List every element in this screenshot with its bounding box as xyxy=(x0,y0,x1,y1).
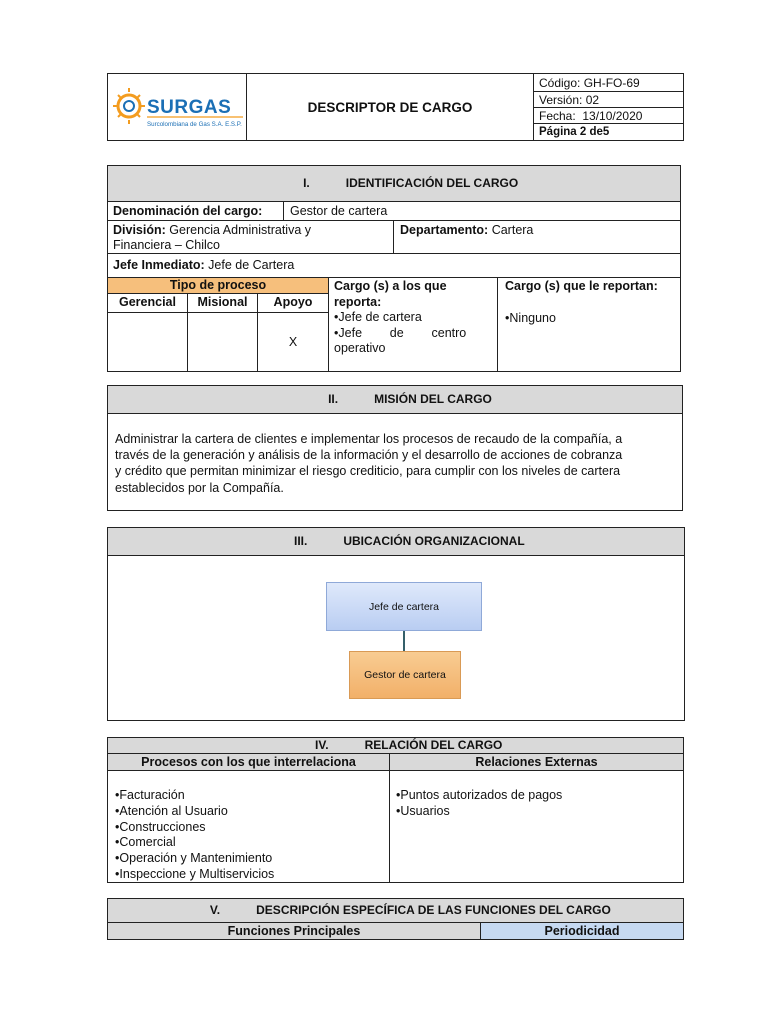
section-2-title: MISIÓN DEL CARGO xyxy=(374,392,492,406)
periodicidad-header: Periodicidad xyxy=(480,922,684,940)
reporta-list xyxy=(334,310,492,341)
section-5-number: V. xyxy=(209,903,221,917)
reportan-item: • Ninguno xyxy=(505,311,673,327)
date-cell xyxy=(533,107,684,124)
section-4-number: IV. xyxy=(315,738,329,752)
denominacion-row xyxy=(107,201,681,221)
document-version: Versión: 02 xyxy=(539,93,600,107)
logo-sun-icon xyxy=(118,95,140,117)
denominacion-label: Denominación del cargo: xyxy=(113,204,263,218)
section-2-title-bar xyxy=(107,385,683,414)
jefe-label: Jefe Inmediato: xyxy=(113,258,205,272)
reporta-title-line1: Cargo (s) a los que xyxy=(334,279,447,293)
section-3-title-bar xyxy=(107,527,685,556)
org-box-jefe xyxy=(326,582,482,631)
relacion-left-body xyxy=(107,770,390,883)
reportan-cell xyxy=(497,277,681,372)
reporta-item: • Jefe de cartera xyxy=(334,310,492,326)
section-1-number: I. xyxy=(303,176,310,190)
relacion-externa-item: • Puntos autorizados de pagos xyxy=(396,788,677,804)
denominacion-value: Gestor de cartera xyxy=(290,204,388,218)
reporta-item-cont: operativo xyxy=(334,341,386,355)
page-number: Página 2 de5 xyxy=(539,126,610,138)
cell-gerencial-value xyxy=(107,312,188,372)
relacion-externa-item: • Usuarios xyxy=(396,804,677,820)
reporta-item: • Jefe de centro xyxy=(334,326,492,342)
proceso-item: • Inspeccione y Multiservicios xyxy=(115,867,383,883)
procesos-list xyxy=(115,788,383,883)
section-4-title: RELACIÓN DEL CARGO xyxy=(364,738,503,752)
division-value-line2: Financiera – Chilco xyxy=(113,238,220,252)
jefe-row xyxy=(107,253,681,278)
mision-body xyxy=(107,413,683,511)
relacion-right-header: Relaciones Externas xyxy=(389,753,684,771)
relacion-right-body xyxy=(389,770,684,883)
col-apoyo: Apoyo xyxy=(257,293,329,313)
logo-tagline-text: Surcolombiana de Gas S.A. E.S.P. xyxy=(147,121,242,128)
tipo-proceso-header xyxy=(107,277,329,294)
proceso-item: • Facturación xyxy=(115,788,383,804)
reportan-title: Cargo (s) que le reportan: xyxy=(505,279,658,293)
org-box-jefe-label: Jefe de cartera xyxy=(368,600,440,613)
departamento-label: Departamento: xyxy=(400,223,489,237)
section-3-title: UBICACIÓN ORGANIZACIONAL xyxy=(343,534,525,548)
proceso-item: • Atención al Usuario xyxy=(115,804,383,820)
tipo-proceso-label: Tipo de proceso xyxy=(169,278,267,292)
page-cell xyxy=(533,123,684,141)
document-code: Código: GH-FO-69 xyxy=(539,76,640,90)
jefe-value: Jefe de Cartera xyxy=(208,258,295,272)
section-2-number: II. xyxy=(328,392,339,406)
document-title: DESCRIPTOR DE CARGO xyxy=(307,99,473,115)
funciones-header: Funciones Principales xyxy=(107,922,481,940)
proceso-item: • Operación y Mantenimiento xyxy=(115,851,383,867)
proceso-item: • Comercial xyxy=(115,835,383,851)
division-value-line1: Gerencia Administrativa y xyxy=(169,223,312,237)
date-value: 13/10/2020 xyxy=(582,109,643,123)
code-cell xyxy=(533,73,684,92)
section-1-title: IDENTIFICACIÓN DEL CARGO xyxy=(345,176,519,190)
org-box-gestor xyxy=(349,651,461,699)
col-gerencial: Gerencial xyxy=(107,293,188,313)
reportan-list xyxy=(505,311,673,327)
logo-cell xyxy=(107,73,247,141)
relacion-left-header: Procesos con los que interrelaciona xyxy=(107,753,390,771)
mision-line: Administrar la cartera de clientes e implementar los procesos de recaudo de la compañía, a xyxy=(115,432,623,446)
apoyo-mark: X xyxy=(288,335,298,349)
org-connector xyxy=(403,631,405,651)
cell-apoyo-value xyxy=(257,312,329,372)
relaciones-externas-list xyxy=(396,788,677,820)
version-cell xyxy=(533,91,684,108)
title-cell xyxy=(246,73,534,141)
mision-line: través de la generación y análisis de la información y el desarrollo de acciones de cobranza xyxy=(115,448,623,463)
mision-line: establecidos por la Compañía. xyxy=(115,480,284,495)
proceso-item: • Construcciones xyxy=(115,820,383,836)
reporta-title-line2: reporta: xyxy=(334,294,382,309)
division-row xyxy=(107,220,681,254)
section-5-title-bar xyxy=(107,898,684,923)
mision-line: y crédito que permitan minimizar el riesgo crediticio, para cumplir con los niveles de cartera xyxy=(115,464,621,479)
departamento-value: Cartera xyxy=(491,223,534,237)
surgas-logo xyxy=(112,82,244,132)
section-1-title-bar xyxy=(107,165,681,202)
section-4-title-bar xyxy=(107,737,684,754)
org-box-gestor-label: Gestor de cartera xyxy=(364,669,446,681)
date-label: Fecha: xyxy=(539,109,576,123)
cell-misional-value xyxy=(187,312,258,372)
section-5-title: DESCRIPCIÓN ESPECÍFICA DE LAS FUNCIONES DEL CARGO xyxy=(256,903,611,917)
reporta-cell xyxy=(328,277,498,372)
section-3-number: III. xyxy=(293,534,308,548)
division-label: División: xyxy=(113,223,166,237)
col-misional: Misional xyxy=(187,293,258,313)
org-chart-area xyxy=(107,555,685,721)
logo-brand-text: SURGAS xyxy=(147,97,232,118)
